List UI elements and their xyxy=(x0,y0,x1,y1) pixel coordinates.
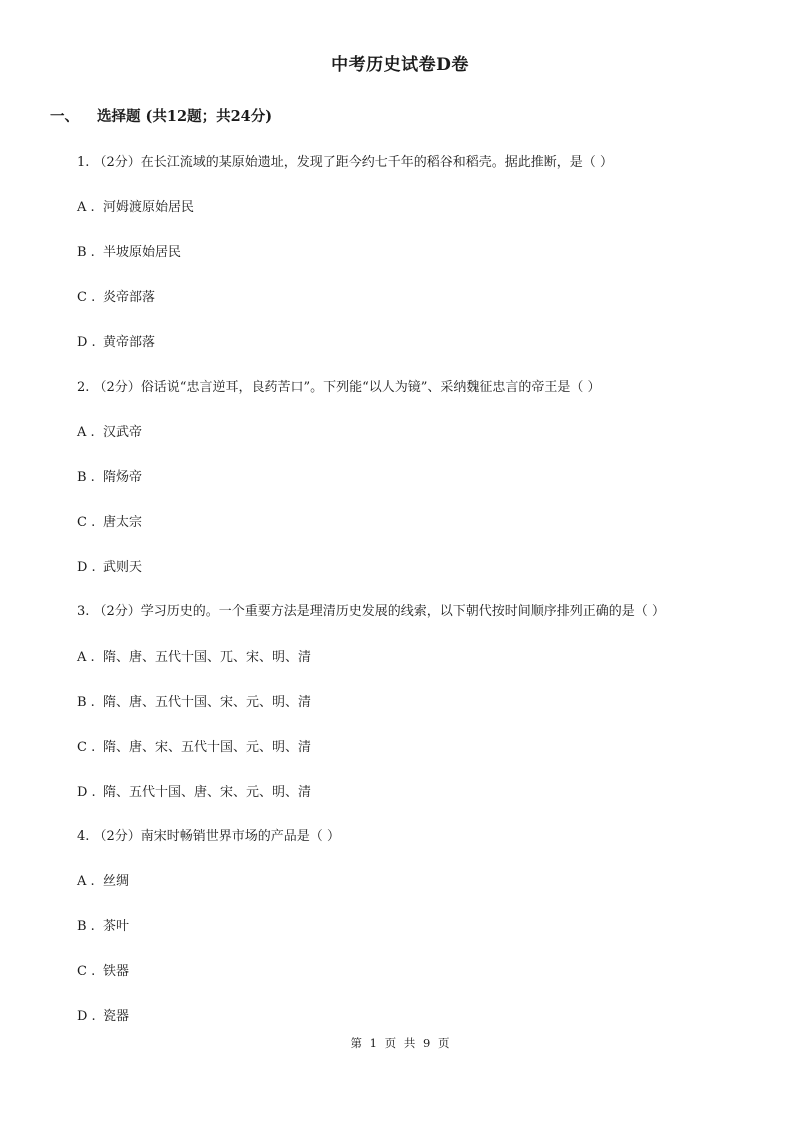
option-letter: B . xyxy=(77,245,95,260)
page-footer: 第 1 页 共 9 页 xyxy=(350,1036,450,1050)
question-1-option-d[interactable] xyxy=(77,331,155,350)
option-text: 武则天 xyxy=(103,560,143,575)
question-3-option-d[interactable] xyxy=(77,781,311,800)
option-text: 隋、唐、五代十国、兀、宋、明、清 xyxy=(103,650,312,665)
option-letter: A . xyxy=(77,874,95,889)
option-text: 瓷器 xyxy=(103,1009,130,1024)
question-1-stem: 1. （2分）在长江流域的某原始遗址，发现了距今约七千年的稻谷和稻壳。据此推断，是（ ） xyxy=(77,155,613,170)
option-letter: B . xyxy=(77,470,95,485)
option-text: 炎帝部落 xyxy=(103,290,156,305)
question-2-stem: 2. （2分）俗话说“忠言逆耳，良药苦口”。下列能“以人为镜”、采纳魏征忠言的帝王是（ ） xyxy=(77,380,601,395)
question-3-option-c[interactable] xyxy=(77,736,311,755)
option-letter: C . xyxy=(77,290,96,305)
option-text: 隋、五代十国、唐、宋、元、明、清 xyxy=(103,785,312,800)
option-letter: A . xyxy=(77,200,95,215)
question-1-option-a[interactable] xyxy=(77,196,194,215)
question-4-option-b[interactable] xyxy=(77,915,129,934)
option-text: 汉武帝 xyxy=(103,425,143,440)
option-text: 隋、唐、五代十国、宋、元、明、清 xyxy=(103,695,312,710)
option-text: 丝绸 xyxy=(103,874,130,889)
question-3-option-b[interactable] xyxy=(77,691,311,710)
option-text: 半坡原始居民 xyxy=(103,245,182,260)
option-letter: B . xyxy=(77,919,95,934)
question-3-stem: 3. （2分）学习历史的。一个重要方法是理清历史发展的线索，以下朝代按时间顺序排列正确的是（ ） xyxy=(77,604,665,619)
question-4-option-a[interactable] xyxy=(77,870,129,889)
option-letter: D . xyxy=(77,335,96,350)
document-title: 中考历史试卷D卷 xyxy=(331,55,469,75)
question-4-option-c[interactable] xyxy=(77,960,129,979)
question-4-stem: 4. （2分）南宋时畅销世界市场的产品是（ ） xyxy=(77,829,340,844)
option-letter: D . xyxy=(77,785,96,800)
option-text: 隋炀帝 xyxy=(103,470,143,485)
option-letter: C . xyxy=(77,964,96,979)
question-3-option-a[interactable] xyxy=(77,646,311,665)
option-text: 河姆渡原始居民 xyxy=(103,200,195,215)
option-letter: D . xyxy=(77,1009,96,1024)
option-letter: A . xyxy=(77,650,95,665)
option-letter: A . xyxy=(77,425,95,440)
question-2-option-d[interactable] xyxy=(77,556,142,575)
option-text: 铁器 xyxy=(103,964,130,979)
question-2-option-b[interactable] xyxy=(77,466,142,485)
option-text: 茶叶 xyxy=(103,919,130,934)
question-1-option-c[interactable] xyxy=(77,286,155,305)
option-text: 隋、唐、宋、五代十国、元、明、清 xyxy=(103,740,312,755)
question-2-option-a[interactable] xyxy=(77,421,142,440)
option-letter: C . xyxy=(77,740,96,755)
option-text: 唐太宗 xyxy=(103,515,143,530)
section-label: 选择题 (共12题；共24分) xyxy=(97,108,273,125)
option-letter: B . xyxy=(77,695,95,710)
section-heading xyxy=(50,105,272,126)
option-letter: D . xyxy=(77,560,96,575)
question-1-option-b[interactable] xyxy=(77,241,181,260)
question-4-option-d[interactable] xyxy=(77,1005,129,1024)
option-letter: C . xyxy=(77,515,96,530)
section-number: 一、 xyxy=(50,108,79,125)
option-text: 黄帝部落 xyxy=(103,335,156,350)
question-2-option-c[interactable] xyxy=(77,511,142,530)
